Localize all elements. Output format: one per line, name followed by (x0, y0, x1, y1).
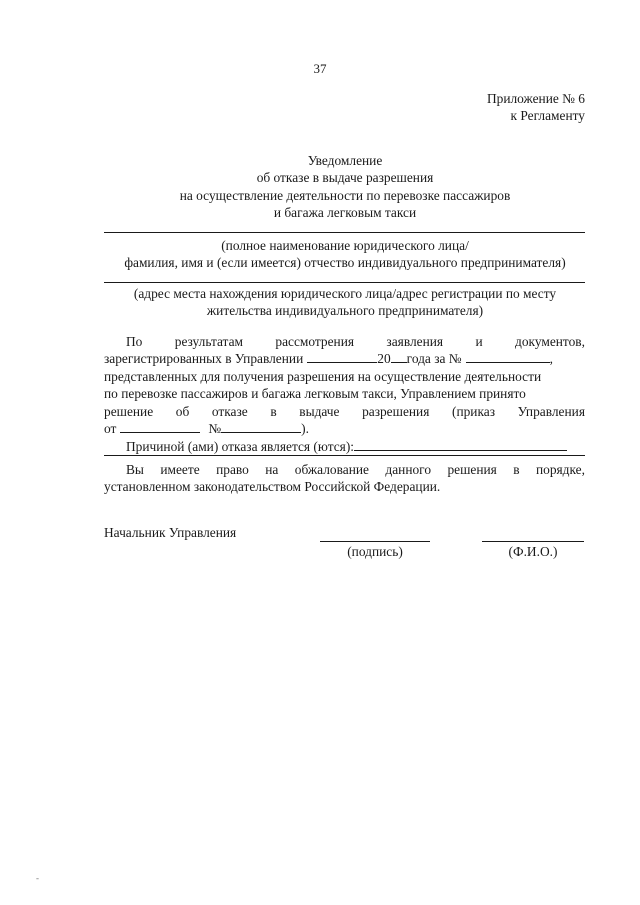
reason-extra-line (104, 455, 585, 456)
full-name-caption: (Ф.И.О.) (508, 544, 558, 559)
reason-label: Причиной (ами) отказа является (ются): (126, 438, 354, 454)
name-fill-line (104, 232, 585, 233)
name-caption-line-2: фамилия, имя и (если имеется) отчество индивидуального предпринимателя) (124, 255, 566, 271)
title-line-4: и багажа легковым такси (273, 205, 417, 221)
appendix-number: Приложение № 6 (486, 91, 585, 106)
signature-caption: (подпись) (347, 544, 403, 559)
name-caption-line-1: (полное наименование юридического лица/ (221, 238, 469, 253)
appendix-reference: к Регламенту (510, 108, 585, 124)
decision-line-4: по перевозке пассажиров и багажа легковым такси, Управлением принято (104, 386, 526, 402)
page-number: 37 (313, 61, 327, 76)
title-line-3: на осуществление деятельности по перевозке пассажиров (179, 187, 511, 203)
order-number-field[interactable] (221, 420, 301, 433)
decision-line-5: решение об отказе в выдаче разрешения (приказ Управления (104, 403, 585, 419)
address-caption-line-2: жительства индивидуального предпринимателя) (206, 303, 484, 319)
registration-date-field[interactable] (307, 350, 377, 363)
title-line-2: об отказе в выдаче разрешения (256, 170, 434, 186)
appendix-label (487, 90, 585, 125)
decision-line-3: представленных для получения разрешения на осуществление деятельности (104, 368, 542, 384)
scan-mark: - (36, 873, 39, 883)
address-caption (100, 285, 590, 320)
order-date-field[interactable] (120, 420, 200, 433)
reason-line (104, 438, 585, 455)
reason-field[interactable] (354, 438, 567, 451)
full-name-line[interactable] (482, 541, 584, 542)
appeal-line-2: установленном законодательством Российской Федерации. (104, 479, 441, 495)
decision-line-2: зарегистрированных в Управлении 20 года за № , (104, 351, 553, 367)
decision-paragraph (104, 333, 585, 455)
decision-line-1: По результатам рассмотрения заявления и документов, (126, 334, 585, 349)
document-title (100, 152, 590, 222)
signatory-position: Начальник Управления (104, 525, 237, 540)
registration-year-field[interactable] (391, 350, 407, 363)
registration-number-field[interactable] (466, 350, 550, 363)
appeal-line-1: Вы имеете право на обжалование данного решения в порядке, (126, 462, 585, 477)
signature-line[interactable] (320, 541, 430, 542)
address-fill-line (104, 282, 585, 283)
appeal-paragraph (104, 461, 585, 496)
address-caption-line-1: (адрес места нахождения юридического лица/адрес регистрации по месту (133, 286, 557, 301)
decision-line-6: от № ). (104, 421, 309, 437)
title-line-1: Уведомление (307, 153, 383, 168)
name-caption (100, 237, 590, 272)
